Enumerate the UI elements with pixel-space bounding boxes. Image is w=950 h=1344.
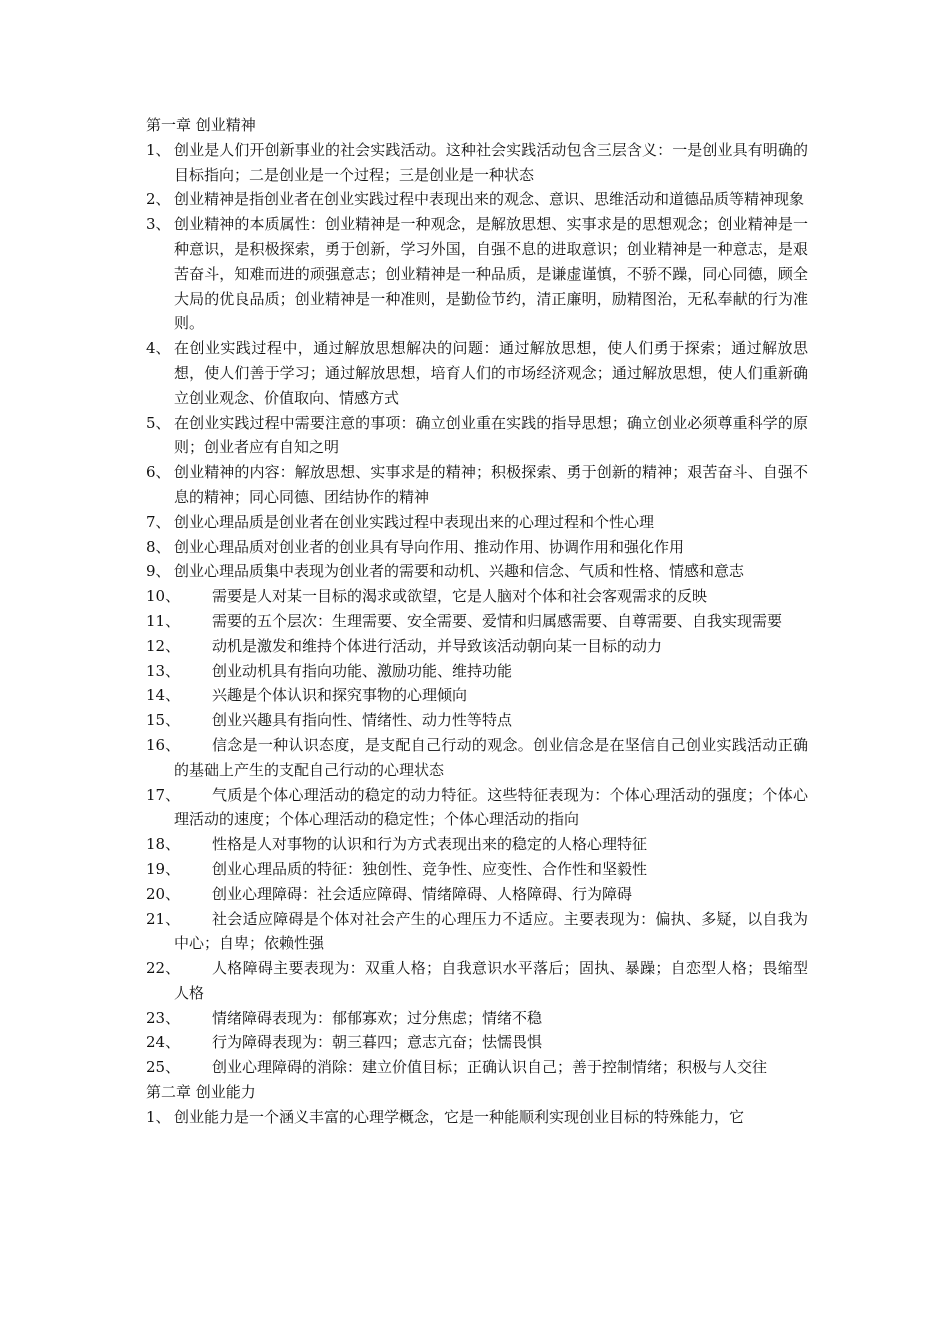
list-item: [146, 882, 808, 907]
list-item: [146, 609, 808, 634]
item-text: 创业心理品质是创业者在创业实践过程中表现出来的心理过程和个性心理: [174, 512, 655, 531]
item-text: 创业兴趣具有指向性、情绪性、动力性等特点: [212, 711, 513, 730]
item-text: 创业精神的本质属性：创业精神是一种观念，是解放思想、实事求是的思想观念；创业精神是一种意识，是积极探索，勇于创新，学习外国，自强不息的进取意识；创业精神是一种意志，是艰苦奋斗，知难而进的顽强意志；创业精神是一种品质，是谦虚谨慎，不骄不躁，同心同德，顾全大局的优良品质；创业精神是一种准则，是勤俭节约，清正廉明，励精图治，无私奉献的行为准则。: [174, 215, 808, 333]
chapter-title: 第二章 创业能力: [146, 1083, 256, 1102]
list-item: [146, 634, 808, 659]
chapter-title: 第一章 创业精神: [146, 116, 256, 134]
item-number: 19、: [146, 859, 181, 878]
list-item: [146, 708, 808, 733]
list-item: [146, 832, 808, 857]
list-item: [146, 212, 808, 336]
item-number: 25、: [146, 1058, 181, 1077]
item-text: 创业是人们开创新事业的社会实践活动。这种社会实践活动包含三层含义：一是创业具有明确的目标指向；二是创业是一个过程；三是创业是一种状态: [174, 140, 808, 184]
item-number: 8、: [146, 537, 171, 556]
item-number: 16、: [146, 735, 181, 754]
item-text: 行为障碍表现为：朝三暮四；意志亢奋；怯懦畏惧: [212, 1033, 543, 1052]
item-number: 6、: [146, 463, 171, 482]
item-text: 社会适应障碍是个体对社会产生的心理压力不适应。主要表现为：偏执、多疑，以自我为中心；自卑；依赖性强: [174, 909, 808, 953]
item-text: 气质是个体心理活动的稳定的动力特征。这些特征表现为：个体心理活动的强度；个体心理活动的速度；个体心理活动的稳定性；个体心理活动的指向: [174, 785, 808, 829]
item-number: 1、: [146, 1107, 171, 1126]
item-text: 情绪障碍表现为：郁郁寡欢；过分焦虑；情绪不稳: [212, 1008, 543, 1027]
list-item: [146, 683, 808, 708]
item-number: 5、: [146, 413, 171, 432]
list-item: [146, 783, 808, 833]
item-number: 7、: [146, 512, 171, 531]
item-text: 创业精神是指创业者在创业实践过程中表现出来的观念、意识、思维活动和道德品质等精神现象: [174, 190, 805, 209]
item-text: 创业精神的内容：解放思想、实事求是的精神；积极探索、勇于创新的精神；艰苦奋斗、自强不息的精神；同心同德、团结协作的精神: [174, 463, 808, 506]
item-number: 2、: [146, 190, 171, 209]
item-number: 3、: [146, 215, 171, 234]
item-number: 15、: [146, 711, 181, 730]
list-item: [146, 460, 808, 510]
item-text: 创业心理品质集中表现为创业者的需要和动机、兴趣和信念、气质和性格、情感和意志: [174, 562, 745, 581]
item-text: 创业能力是一个涵义丰富的心理学概念，它是一种能顺利实现创业目标的特殊能力，它: [174, 1107, 745, 1126]
item-text: 需要是人对某一目标的渴求或欲望，它是人脑对个体和社会客观需求的反映: [212, 587, 708, 606]
item-number: 22、: [146, 959, 181, 978]
item-number: 4、: [146, 339, 171, 358]
item-number: 17、: [146, 785, 181, 804]
list-item: [146, 1006, 808, 1031]
item-text: 动机是激发和维持个体进行活动，并导致该活动朝向某一目标的动力: [212, 636, 663, 655]
list-item: [146, 1055, 808, 1080]
item-number: 12、: [146, 636, 181, 655]
item-text: 需要的五个层次：生理需要、安全需要、爱情和归属感需要、自尊需要、自我实现需要: [212, 611, 783, 630]
list-item: [146, 1030, 808, 1055]
list-item: [146, 138, 808, 188]
item-text: 性格是人对事物的认识和行为方式表现出来的稳定的人格心理特征: [212, 835, 648, 854]
item-text: 人格障碍主要表现为：双重人格；自我意识水平落后；固执、暴躁；自恋型人格；畏缩型人格: [174, 959, 808, 1002]
item-number: 18、: [146, 835, 181, 854]
item-text: 在创业实践过程中，通过解放思想解决的问题：通过解放思想，使人们勇于探索；通过解放思想，使人们善于学习；通过解放思想，培育人们的市场经济观念；通过解放思想，使人们重新确立创业观念、价值取向、情感方式: [174, 339, 808, 407]
list-item: [146, 187, 808, 212]
list-item: [146, 1105, 808, 1130]
list-item: [146, 535, 808, 560]
item-number: 20、: [146, 884, 181, 903]
item-number: 9、: [146, 562, 171, 581]
list-item: [146, 956, 808, 1006]
item-number: 1、: [146, 140, 171, 159]
list-item: [146, 733, 808, 783]
item-text: 创业心理障碍：社会适应障碍、情绪障碍、人格障碍、行为障碍: [212, 884, 633, 903]
list-item: [146, 857, 808, 882]
item-text: 在创业实践过程中需要注意的事项：确立创业重在实践的指导思想；确立创业必须尊重科学的原则；创业者应有自知之明: [174, 413, 808, 457]
item-number: 21、: [146, 909, 181, 928]
item-text: 创业心理品质对创业者的创业具有导向作用、推动作用、协调作用和强化作用: [174, 537, 685, 556]
list-item: [146, 907, 808, 957]
item-text: 创业动机具有指向功能、激励功能、维持功能: [212, 661, 513, 680]
list-item: [146, 336, 808, 410]
list-item: [146, 584, 808, 609]
item-number: 11、: [146, 611, 181, 630]
list-item: [146, 510, 808, 535]
item-number: 23、: [146, 1008, 181, 1027]
item-text: 创业心理障碍的消除：建立价值目标；正确认识自己；善于控制情绪；积极与人交往: [212, 1058, 768, 1077]
document-content: [146, 113, 808, 1130]
item-number: 10、: [146, 587, 181, 606]
list-item: [146, 411, 808, 461]
item-text: 创业心理品质的特征：独创性、竞争性、应变性、合作性和坚毅性: [212, 859, 648, 878]
document-page: [146, 113, 808, 1130]
item-number: 14、: [146, 686, 181, 705]
item-number: 13、: [146, 661, 181, 680]
list-item: [146, 559, 808, 584]
list-item: [146, 659, 808, 684]
item-text: 信念是一种认识态度，是支配自己行动的观念。创业信念是在坚信自己创业实践活动正确的基础上产生的支配自己行动的心理状态: [174, 735, 808, 779]
item-number: 24、: [146, 1033, 181, 1052]
item-text: 兴趣是个体认识和探究事物的心理倾向: [212, 686, 468, 705]
